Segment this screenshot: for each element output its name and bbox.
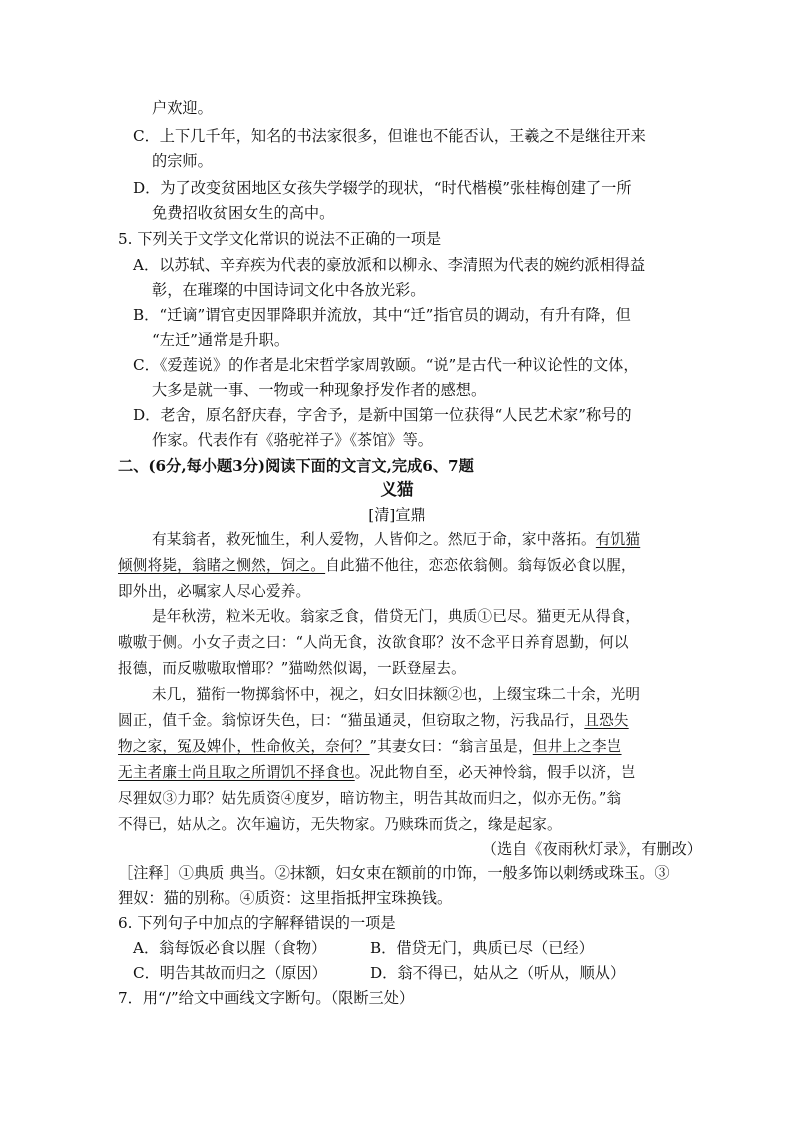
q6-stem: 6. 下列句子中加点的字解释错误的一项是 xyxy=(118,914,396,932)
q6-option-d: D．翁不得已，姑从之（听从，顺从） xyxy=(370,964,626,982)
notes-line1: ［注释］①典质 典当。②抹额，妇女束在额前的巾饰，一般多饰以刺绣或珠玉。③ xyxy=(118,864,670,882)
passage-p3-line1: 未几，猫衔一物掷翁怀中，视之，妇女旧抹额②也，上缀宝珠二十余，光明 xyxy=(152,686,641,703)
section-2-heading: 二、(6分,每小题3分)阅读下面的文言文,完成6、7题 xyxy=(118,457,474,475)
q5-stem: 5. 下列关于文学文化常识的说法不正确的一项是 xyxy=(118,230,442,248)
q4-option-a-continuation: 户欢迎。 xyxy=(152,99,213,117)
q5-option-b-line1: B．“迁谪”谓官吏因罪降职并流放，其中“迁”指官员的调动，有升有降，但 xyxy=(133,306,631,324)
passage-p3-line4: 无主者廉士尚且取之所谓饥不择食也。况此物自至，必天神怜翁，假手以济，岂 xyxy=(118,764,636,781)
underlined-text: 有饥猫 xyxy=(595,531,641,548)
passage-author: [清]宣鼎 xyxy=(368,506,426,524)
underlined-text: 无主者廉士尚且取之所谓饥不择食也 xyxy=(118,764,355,781)
q7-stem: 7．用“/”给文中画线文字断句。（限断三处） xyxy=(118,989,415,1007)
q6-option-b: B．借贷无门，典质已尽（已经） xyxy=(370,939,594,957)
passage-p2-line3: 报德，而反嗷嗷取憎耶？”猫呦然似谒，一跃登屋去。 xyxy=(118,660,466,677)
passage-p1-line3: 即外出，必嘱家人尽心爱养。 xyxy=(118,583,311,600)
passage-p3-line3: 物之家，冤及婢仆，性命攸关，奈何？”其妻女曰：“翁言虽是，但井上之李岂 xyxy=(118,738,622,755)
q5-option-b-line2: “左迁”通常是升职。 xyxy=(152,331,290,349)
underlined-text: 但井上之李岂 xyxy=(532,738,622,755)
passage-source: （选自《夜雨秋灯录》，有删改） xyxy=(481,840,702,858)
passage-p3-line6: 不得已，姑从之。次年遍访，无失物家。乃赎珠而货之，缘是起家。 xyxy=(118,816,562,833)
notes-line2: 狸奴：猫的别称。④质资：这里指抵押宝珠换钱。 xyxy=(118,889,453,907)
q5-option-a-line1: A．以苏轼、辛弃疾为代表的豪放派和以柳永、李清照为代表的婉约派相得益 xyxy=(133,256,646,274)
q6-option-a: A．翁每饭必食以腥（食物） xyxy=(133,939,327,957)
passage-p1-line1: 有某翁者，救死恤生，利人爱物，人皆仰之。然厄于命，家中落拓。有饥猫 xyxy=(152,531,641,548)
q5-option-c-line1: C．《爱莲说》的作者是北宋哲学家周敦颐。“说”是古代一种议论性的文体， xyxy=(133,356,639,374)
q5-option-d-line2: 作家。代表作有《骆驼祥子》《茶馆》等。 xyxy=(152,431,433,449)
q5-option-a-line2: 彰，在璀璨的中国诗词文化中各放光彩。 xyxy=(152,281,426,299)
passage-p2-line1: 是年秋涝，粒米无收。翁家乏食，借贷无门，典质①已尽。猫更无从得食， xyxy=(152,608,641,625)
q4-option-c-line2: 的宗师。 xyxy=(152,152,213,170)
passage-p3-line5: 尽狸奴③力耶？姑先质资④度岁，暗访物主，明告其故而归之，似亦无伤。”翁 xyxy=(118,790,622,807)
passage-p2-line2: 嗷嗷于侧。小女子责之曰：“人尚无食，汝欲食耶？汝不念平日养育恩勤，何以 xyxy=(118,634,629,651)
q6-option-c: C．明告其故而归之（原因） xyxy=(133,964,327,982)
passage-p1-line2: 倾侧将毙，翁睹之恻然，饲之。自此猫不他往，恋恋依翁侧。翁每饭必食以腥， xyxy=(118,557,636,574)
underlined-text: 倾侧将毙，翁睹之恻然，饲之。 xyxy=(118,557,326,574)
q4-option-c-line1: C．上下几千年，知名的书法家很多，但谁也不能否认，王羲之不是继往开来 xyxy=(133,127,646,145)
underlined-text: 且恐失 xyxy=(584,712,629,729)
passage-p3-line2: 圆正，值千金。翁惊讶失色，曰：“猫虽通灵，但窃取之物，污我品行，且恐失 xyxy=(118,712,629,729)
passage-title: 义猫 xyxy=(380,480,414,499)
q4-option-d-line2: 免费招收贫困女生的高中。 xyxy=(152,204,335,222)
q5-option-d-line1: D．老舍，原名舒庆春，字舍予，是新中国第一位获得“人民艺术家”称号的 xyxy=(133,406,632,424)
underlined-text: 物之家，冤及婢仆，性命攸关，奈何？ xyxy=(118,738,370,755)
q4-option-d-line1: D．为了改变贫困地区女孩失学辍学的现状，“时代楷模”张桂梅创建了一所 xyxy=(133,179,632,197)
q5-option-c-line2: 大多是就一事、一物或一种现象抒发作者的感想。 xyxy=(152,381,487,399)
